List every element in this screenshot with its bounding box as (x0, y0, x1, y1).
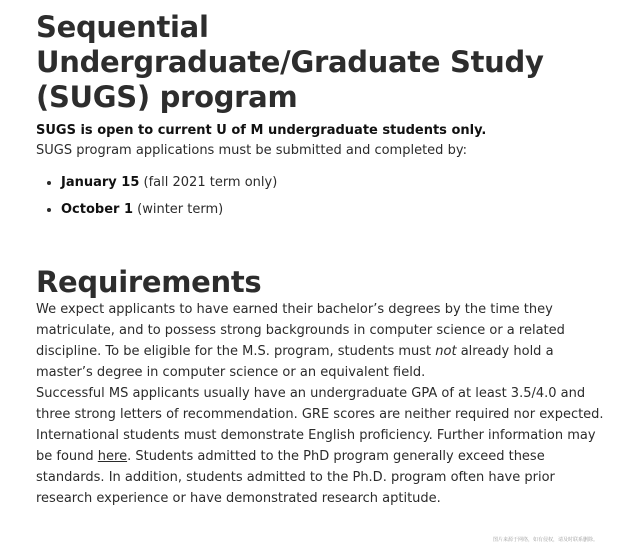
deadline-note: (fall 2021 term only) (139, 175, 278, 190)
requirements-paragraph-2 (36, 383, 608, 509)
deadline-item (61, 201, 608, 219)
deadline-date: January 15 (61, 175, 140, 190)
requirements-paragraph-1 (36, 299, 608, 383)
further-info-link[interactable]: here (97, 449, 128, 464)
eligibility-notice: SUGS is open to current U of M undergraduate students only. (36, 123, 487, 138)
watermark-text: 图片来源于网络，如有侵权，请及时联系删除。 (492, 537, 598, 543)
deadline-date: October 1 (61, 202, 134, 217)
page-content (36, 0, 608, 509)
deadlines-intro: SUGS program applications must be submitted and completed by: (36, 143, 467, 158)
deadline-note: (winter term) (133, 202, 224, 217)
page-title: Sequential Undergraduate/Graduate Study (SUGS) program (36, 10, 544, 114)
requirements-p1-emphasis: not (435, 344, 457, 359)
deadline-list (36, 174, 608, 219)
deadline-item (61, 174, 608, 192)
requirements-p2-text-b: . Students admitted to the PhD program generally exceed these standards. In addition, students admitted to the Ph.D. program often have prior research experience or have demonstrated research aptitude. (36, 449, 555, 506)
requirements-heading: Requirements (36, 265, 262, 299)
requirements-p1-text-a: We expect applicants to have earned their bachelor’s degrees by the time they matriculate, and to possess strong backgrounds in computer science or a related discipline. To be eligible for the M.S. program, students must (36, 302, 565, 359)
requirements-p2-text-a: Successful MS applicants usually have an undergraduate GPA of at least 3.5/4.0 and three strong letters of recommendation. GRE scores are neither required nor expected. International students must demonstrate English proficiency. Further information may be found (36, 386, 604, 464)
requirements-p1-text-b: already hold a master’s degree in computer science or an equivalent field. (36, 344, 554, 380)
